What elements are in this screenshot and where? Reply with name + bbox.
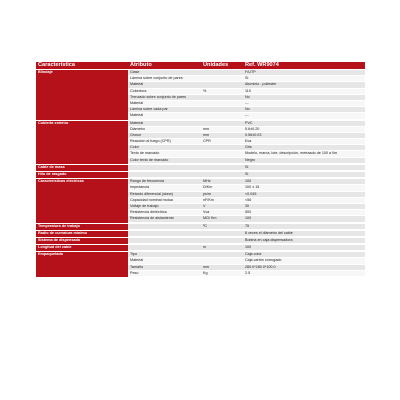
cell-atributo: Peso [130, 270, 139, 275]
cell-valor: Gris [245, 145, 252, 150]
cell-atributo: Material [130, 113, 144, 118]
cell-unidades [201, 76, 243, 81]
header-atributo: Atributo [130, 62, 152, 68]
cell-atributo [128, 245, 201, 250]
cell-valor: 280.0*280.0*100.0 [245, 264, 276, 269]
cell-atributo: Lámina sobre cada par [130, 107, 168, 112]
cell-valor: --- [245, 100, 249, 105]
cell-valor: Eca [245, 139, 252, 144]
cell-valor: Modelo, marca, lote, descripción, metraado de 100 a 0m [245, 151, 338, 156]
cell-valor: Aluminio - poliester [245, 82, 277, 87]
cell-unidades: % [203, 88, 207, 93]
table-section [36, 224, 365, 231]
table-section [36, 179, 365, 223]
cell-unidades: nF/Km [203, 197, 214, 202]
cell-atributo: Trenzado sobre conjunto de pares [130, 94, 187, 99]
cell-unidades [201, 258, 243, 263]
cell-atributo: Capacidad nominal mutua [130, 197, 173, 202]
section-label: Longitud del cable [36, 245, 128, 251]
cell-unidades: CPR [203, 139, 211, 144]
header-unidades: Unidades [203, 62, 229, 68]
cell-valor: --- [245, 113, 249, 118]
cell-unidades: Vca [203, 210, 210, 215]
cell-atributo: Retardo diferencial (skew) [130, 191, 173, 196]
table-section [36, 121, 365, 165]
cell-unidades [201, 145, 243, 150]
section-label: Radio de curvatura mínimo [36, 231, 128, 237]
cell-valor: 30 [245, 203, 250, 208]
cell-atributo: Diámetro [130, 126, 145, 131]
cell-unidades [201, 231, 243, 236]
cell-atributo: Tamaño [130, 264, 144, 269]
cell-valor: Caja cartón corrugado [245, 258, 282, 263]
table-section [36, 70, 365, 121]
cell-valor: 110 [245, 88, 251, 93]
cell-valor: 5.6±0.20 [245, 126, 260, 131]
cell-atributo: Material [130, 258, 144, 263]
header-caracteristica: Característica [38, 62, 76, 68]
cell-valor: 2.5 [245, 270, 251, 275]
cell-valor: Si [245, 76, 249, 81]
cell-unidades: ps/m [203, 191, 211, 196]
cell-valor: 500 [245, 210, 252, 215]
section-label: Hilo de rasgado [36, 172, 128, 178]
table-row [128, 238, 365, 244]
table-row [128, 165, 365, 171]
cell-atributo [128, 231, 201, 236]
cell-atributo: Resistencia de aislamiento [130, 216, 174, 221]
cell-unidades [201, 158, 243, 163]
cell-unidades: Kg [203, 270, 208, 275]
table-section [36, 245, 365, 252]
cell-unidades [201, 252, 243, 257]
section-label: Empaquetado [36, 252, 128, 277]
cell-atributo: Cobertura [130, 88, 147, 93]
cell-unidades [201, 95, 243, 100]
cell-unidades: m [203, 245, 207, 250]
cell-atributo [128, 238, 201, 243]
cell-atributo: Material [130, 120, 144, 125]
cell-atributo [128, 165, 201, 170]
cell-valor: <0.045 [245, 191, 257, 196]
cell-unidades: MΩ/ Km [203, 216, 217, 221]
cell-valor: Si [245, 172, 249, 176]
cell-atributo: Reacción al fuego (CPR) [130, 139, 171, 144]
cell-atributo: Resistencia dieléctrica [130, 210, 167, 215]
cell-unidades [201, 165, 243, 170]
section-label: Blindaje [36, 70, 128, 120]
cell-valor: <56 [245, 197, 252, 202]
cell-unidades [201, 238, 243, 243]
cell-unidades: mm [203, 132, 210, 137]
cell-valor: F/UTP [245, 70, 256, 74]
cell-atributo: Clase [130, 70, 140, 74]
cell-unidades: Ω/Km [203, 185, 213, 190]
cell-valor: 8 veces el diámetro del cable [245, 230, 293, 235]
cell-unidades: V [203, 203, 206, 208]
cell-atributo: Color texto de marcado [130, 157, 169, 162]
cell-atributo: Voltaje de trabajo [130, 203, 159, 208]
table-section [36, 238, 365, 245]
cell-atributo: Material [130, 82, 144, 87]
section-label: Características eléctricas [36, 179, 128, 222]
header-ref: Ref. WR9074 [245, 62, 279, 68]
cell-valor: Negro [245, 157, 256, 162]
table-row [128, 231, 365, 237]
cell-unidades [201, 101, 243, 106]
cell-atributo: Impedancia [130, 185, 150, 190]
section-label: Cubierta exterior [36, 121, 128, 164]
cell-atributo: Material [130, 100, 144, 105]
cell-unidades [201, 121, 243, 126]
cell-unidades [201, 107, 243, 112]
cell-valor: No [245, 107, 250, 112]
cell-atributo: Tipo [130, 252, 138, 257]
table-header [36, 62, 365, 70]
section-label: Cable de masa [36, 165, 128, 171]
cell-atributo: Grosor [130, 132, 142, 137]
table-section [36, 165, 365, 172]
cell-valor: 75 [245, 223, 250, 228]
cell-valor: 100 [245, 216, 252, 221]
cell-atributo [128, 172, 201, 177]
cell-atributo: Rango de frecuencia [130, 179, 165, 184]
cell-valor: Si [245, 164, 249, 169]
table-body [36, 70, 365, 278]
cell-unidades: MHz [203, 179, 211, 184]
cell-valor: 0.56±0.03 [245, 132, 262, 137]
cell-unidades: ºC [203, 223, 208, 228]
table-row [128, 271, 365, 277]
table-row [128, 172, 365, 178]
table-section [36, 172, 365, 179]
cell-atributo [128, 224, 201, 229]
table-section [36, 231, 365, 238]
section-label: Temperatura de trabajo [36, 224, 128, 230]
spec-table [36, 62, 365, 278]
cell-unidades [201, 151, 243, 156]
cell-unidades: mm [203, 264, 210, 269]
section-label: Sistema de dispensado [36, 238, 128, 244]
cell-unidades [201, 113, 243, 118]
cell-valor: Bobina en caja dispensadora [245, 237, 293, 242]
table-row [128, 113, 365, 119]
table-row [128, 224, 365, 230]
table-row [128, 158, 365, 164]
table-section [36, 252, 365, 278]
table-row [128, 216, 365, 222]
cell-valor: 100 [245, 245, 252, 250]
cell-atributo: Texto de marcado [130, 151, 160, 156]
cell-unidades [201, 172, 243, 177]
cell-atributo: Color [130, 145, 139, 150]
cell-unidades [201, 82, 243, 87]
cell-unidades [201, 70, 243, 75]
cell-atributo: Lámina sobre conjunto de pares [130, 76, 183, 81]
cell-valor: Caja color [245, 252, 262, 257]
cell-unidades: mm [203, 126, 210, 131]
cell-valor: No [245, 94, 250, 99]
table-row [128, 245, 365, 251]
cell-valor: PVC [245, 120, 253, 125]
cell-valor: 100 [245, 179, 252, 184]
cell-valor: 100 ± 15 [245, 185, 260, 190]
